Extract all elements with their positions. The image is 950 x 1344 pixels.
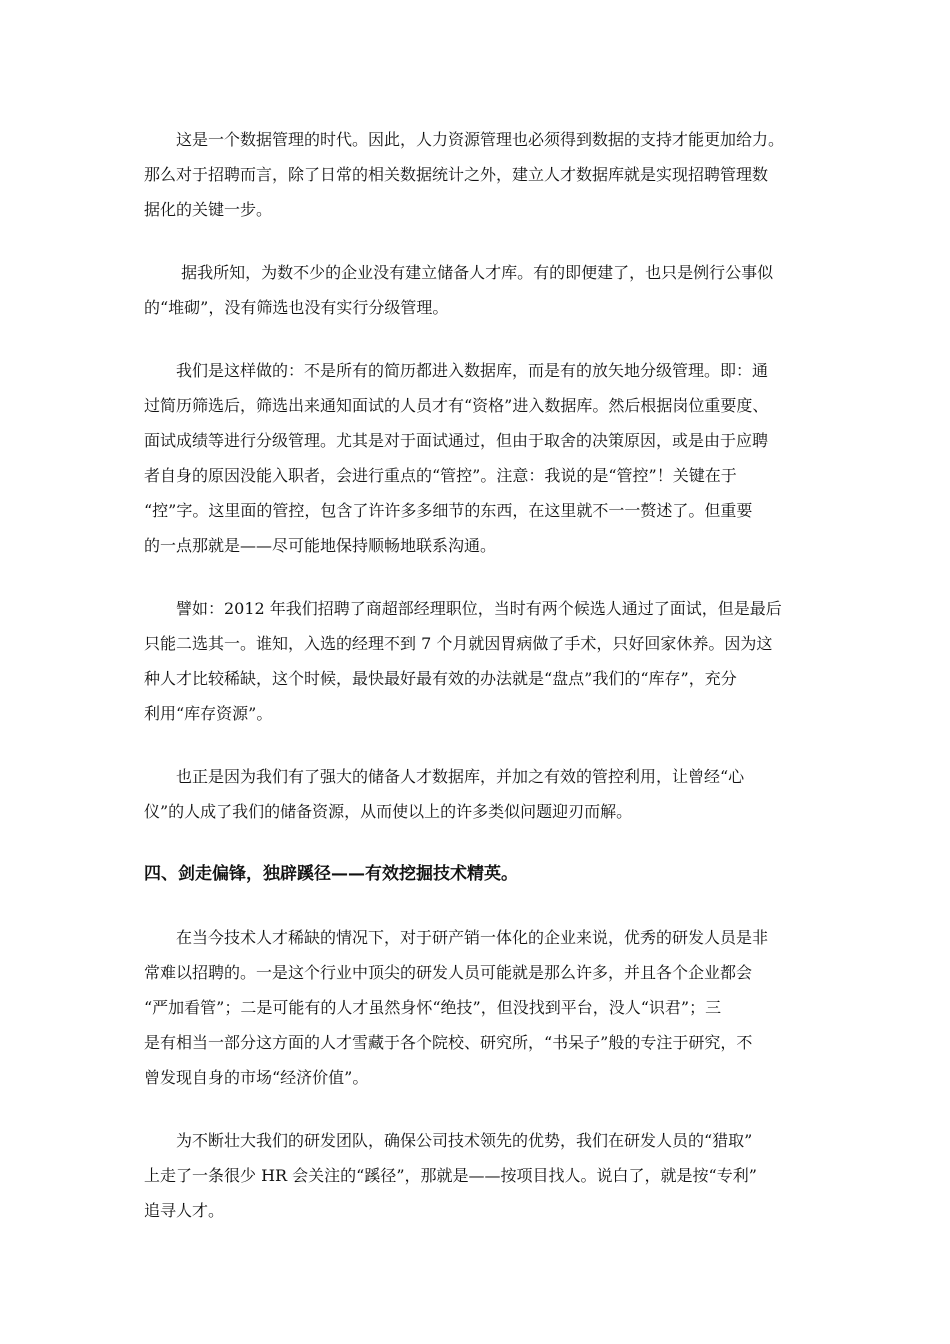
text-line: 譬如：2012 年我们招聘了商超部经理职位，当时有两个候选人通过了面试，但是最后 (144, 599, 782, 618)
text-line: 据我所知，为数不少的企业没有建立储备人才库。有的即便建了，也只是例行公事似 (144, 263, 774, 282)
text-line: 种人才比较稀缺，这个时候，最快最好最有效的办法就是“盘点”我们的“库存”，充分 (144, 669, 737, 688)
paragraph-our-approach (144, 353, 808, 563)
text-line: 那么对于招聘而言，除了日常的相关数据统计之外，建立人才数据库就是实现招聘管理数 (144, 165, 769, 184)
text-line: 只能二选其一。谁知，入选的经理不到 7 个月就因胃病做了手术，只好回家休养。因为这 (144, 634, 773, 653)
paragraph-gap (144, 1095, 808, 1123)
text-line: “控”字。这里面的管控，包含了许许多多细节的东西，在这里就不一一赘述了。但重要 (144, 501, 753, 520)
paragraph-gap (144, 325, 808, 353)
text-line: 我们是这样做的：不是所有的简历都进入数据库，而是有的放矢地分级管理。即：通 (144, 361, 769, 380)
text-line: 的一点那就是——尽可能地保持顺畅地联系沟通。 (144, 536, 497, 555)
text-line: 常难以招聘的。一是这个行业中顶尖的研发人员可能就是那么许多，并且各个企业都会 (144, 963, 753, 982)
text-line: 为不断壮大我们的研发团队，确保公司技术领先的优势，我们在研发人员的“猎取” (144, 1131, 753, 1150)
text-line: 上走了一条很少 HR 会关注的“蹊径”，那就是——按项目找人。说白了，就是按“专利” (144, 1166, 757, 1185)
paragraph-data-era (144, 122, 808, 227)
paragraph-tech-talent (144, 920, 808, 1095)
section-heading: 四、剑走偏锋，独辟蹊径——有效挖掘技术精英。 (144, 864, 518, 884)
paragraph-conclusion (144, 759, 808, 829)
paragraph-gap (144, 892, 808, 920)
paragraph-example (144, 591, 808, 731)
paragraph-patent-search (144, 1123, 808, 1228)
text-line: 也正是因为我们有了强大的储备人才数据库，并加之有效的管控利用，让曾经“心 (144, 767, 745, 786)
paragraph-gap (144, 829, 808, 857)
text-line: 面试成绩等进行分级管理。尤其是对于面试通过，但由于取舍的决策原因，或是由于应聘 (144, 431, 769, 450)
text-line: 据化的关键一步。 (144, 200, 273, 219)
text-line: 的“堆砌”，没有筛选也没有实行分级管理。 (144, 298, 449, 317)
paragraph-talent-pool (144, 255, 808, 325)
text-line: 是有相当一部分这方面的人才雪藏于各个院校、研究所，“书呆子”般的专注于研究，不 (144, 1033, 753, 1052)
document-body (144, 122, 808, 1228)
text-line: 利用“库存资源”。 (144, 704, 273, 723)
paragraph-gap (144, 731, 808, 759)
paragraph-gap (144, 563, 808, 591)
text-line: “严加看管”；二是可能有的人才虽然身怀“绝技”，但没找到平台，没人“识君”；三 (144, 998, 722, 1017)
text-line: 过简历筛选后，筛选出来通知面试的人员才有“资格”进入数据库。然后根据岗位重要度、 (144, 396, 769, 415)
text-line: 追寻人才。 (144, 1201, 225, 1220)
text-line: 曾发现自身的市场“经济价值”。 (144, 1068, 369, 1087)
paragraph-gap (144, 227, 808, 255)
text-line: 者自身的原因没能入职者，会进行重点的“管控”。注意：我说的是“管控”！关键在于 (144, 466, 737, 485)
text-line: 在当今技术人才稀缺的情况下，对于研产销一体化的企业来说，优秀的研发人员是非 (144, 928, 769, 947)
text-line: 仪”的人成了我们的储备资源，从而使以上的许多类似问题迎刃而解。 (144, 802, 633, 821)
text-line: 这是一个数据管理的时代。因此，人力资源管理也必须得到数据的支持才能更加给力。 (144, 130, 785, 149)
